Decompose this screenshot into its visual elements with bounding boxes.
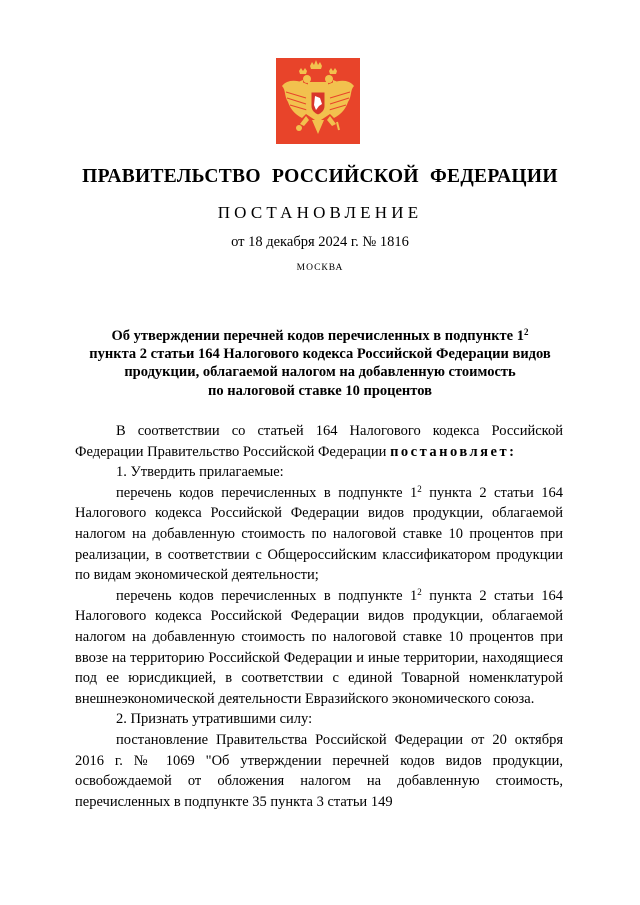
document-date-number: от 18 декабря 2024 г. № 1816 xyxy=(231,234,409,250)
paragraph-preamble: В соответствии со статьей 164 Налогового кодекса Российской Федерации Правительство Российской Федерации постановляет: xyxy=(75,423,563,460)
document-type: ПОСТАНОВЛЕНИЕ xyxy=(217,203,423,222)
document-heading xyxy=(60,327,580,400)
paragraph-list-1: перечень кодов перечисленных в подпункте $1^2$ пункта 2 статьи 164 Налогового кодекса Российской Федерации видов продукции, облагаемой налогом на добавленную стоимость по налоговой ставке 10 процентов при реализации, в соответствии с Общероссийским классификатором продукции по видам экономической деятельности; xyxy=(75,483,564,584)
paragraph-item-2: 2. Признать утратившими силу: xyxy=(116,711,313,728)
document-city: МОСКВА xyxy=(296,263,344,273)
decree-word: постановляет: xyxy=(390,443,517,460)
paragraph-repealed: постановление Правительства Российской Федерации от 20 октября 2016 г. № 1069 "Об утверждении перечней кодов видов продукции, освобождаемой от обложения налогом на добавленную стоимость, перечисленных в подпункте 35 пункта 3 статьи 149 xyxy=(75,731,563,810)
heading-line-4: по налоговой ставке 10 процентов xyxy=(208,382,432,399)
paragraph-item-1: 1. Утвердить прилагаемые: xyxy=(116,464,284,481)
paragraph-list-2: перечень кодов перечисленных в подпункте $1^2$ пункта 2 статьи 164 Налогового кодекса Российской Федерации видов продукции, облагаемой налогом на добавленную стоимость по налоговой ставке 10 процентов при ввозе на территорию Российской Федерации и иные территории, находящиеся под ее юрисдикцией, в соответствии с единой Товарной номенклатурой внешнеэкономической деятельности Евразийского экономического союза. xyxy=(75,586,564,707)
heading-line-1: Об утверждении перечней кодов перечисленных в подпункте $1^2$ xyxy=(111,327,529,344)
document-body xyxy=(75,421,563,812)
russian-coat-of-arms-icon xyxy=(276,58,360,144)
heading-line-2: пункта 2 статьи 164 Налогового кодекса Российской Федерации видов xyxy=(89,346,551,363)
heading-line-3: продукции, облагаемой налогом на добавленную стоимость xyxy=(124,364,516,381)
government-title: ПРАВИТЕЛЬСТВО РОССИЙСКОЙ ФЕДЕРАЦИИ xyxy=(82,166,558,187)
